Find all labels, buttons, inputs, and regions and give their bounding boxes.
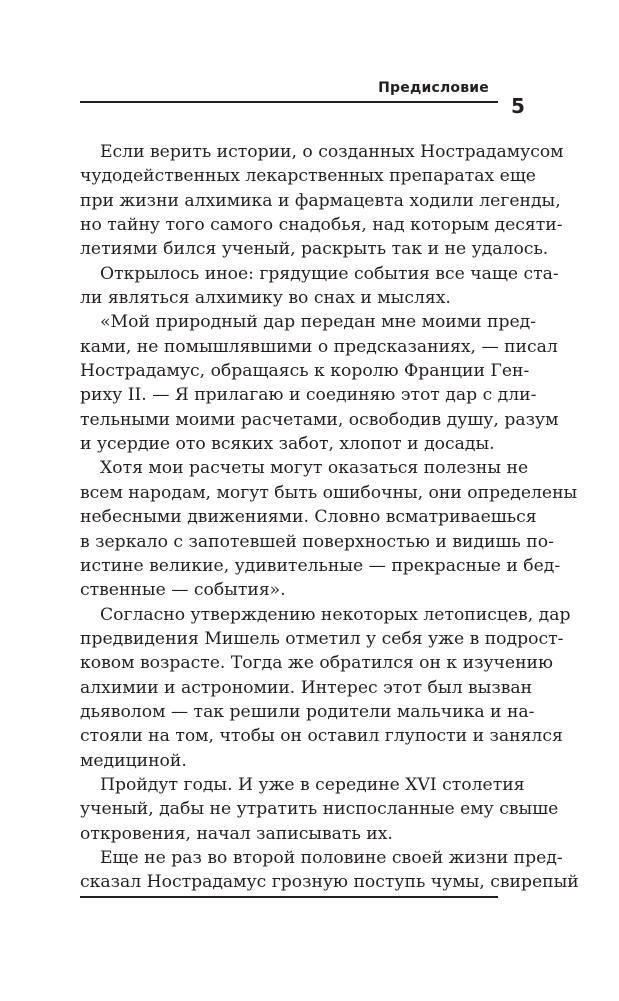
text-line: небесными движениями. Словно всматриваешься	[80, 507, 537, 528]
text-line: истине великие, удивительные — прекрасные и бед-	[80, 555, 561, 576]
text-line: и усердие ото всяких забот, хлопот и досады.	[80, 434, 495, 455]
text-line: сказал Нострадамус грозную поступь чумы, свирепый	[80, 872, 579, 893]
page-number: 5	[511, 94, 525, 118]
text-line: предвидения Мишель отметил у себя уже в подрост-	[80, 628, 564, 649]
body-text	[80, 140, 579, 895]
text-line: Еще не раз во второй половине своей жизни пред-	[100, 847, 563, 868]
text-line: Согласно утверждению некоторых летописцев, дар	[100, 604, 571, 625]
text-line: Хотя мои расчеты могут оказаться полезны не	[100, 458, 529, 479]
text-line: риху II. — Я прилагаю и соединяю этот дар с дли-	[80, 385, 537, 406]
text-line: Нострадамус, обращаясь к королю Франции Ген-	[80, 361, 530, 382]
text-line: Если верить истории, о созданных Нострадамусом	[100, 142, 564, 162]
text-line: Открылось иное: грядущие события все чаще ста-	[100, 263, 559, 284]
text-line: ками, не помышлявшими о предсказаниях, — писал	[80, 336, 558, 357]
text-line: «Мой природный дар передан мне моими пред-	[100, 312, 537, 333]
text-line: чудодейственных лекарственных препаратах еще	[80, 166, 536, 187]
footer-divider	[80, 896, 498, 898]
text-line: в зеркало с запотевшей поверхностью и видишь по-	[80, 531, 554, 552]
text-line: летиями бился ученый, раскрыть так и не удалось.	[80, 239, 549, 260]
text-line: но тайну того самого снадобья, над которым десяти-	[80, 215, 563, 236]
text-line: дьяволом — так решили родители мальчика и на-	[80, 701, 535, 722]
text-line: ковом возрасте. Тогда же обратился он к изучению	[80, 653, 553, 674]
text-line: откровения, начал записывать их.	[80, 823, 393, 844]
text-line: тельными моими расчетами, освободив душу, разум	[80, 409, 559, 430]
text-line: ли являться алхимику во снах и мыслях.	[80, 288, 451, 309]
running-header-title: Предисловие	[378, 80, 489, 96]
header-divider	[80, 101, 498, 103]
text-line: Пройдут годы. И уже в середине XVI столетия	[100, 774, 525, 795]
text-line: при жизни алхимика и фармацевта ходили легенды,	[80, 190, 561, 211]
text-line: медициной.	[80, 750, 187, 771]
text-line: ственные — события».	[80, 580, 286, 601]
text-line: стояли на том, чтобы он оставил глупости и занялся	[80, 726, 563, 747]
text-line: алхимии и астрономии. Интерес этот был вызван	[80, 677, 533, 698]
text-line: ученый, дабы не утратить ниспосланные ему свыше	[80, 799, 559, 820]
text-line: всем народам, могут быть ошибочны, они определены	[80, 482, 578, 503]
